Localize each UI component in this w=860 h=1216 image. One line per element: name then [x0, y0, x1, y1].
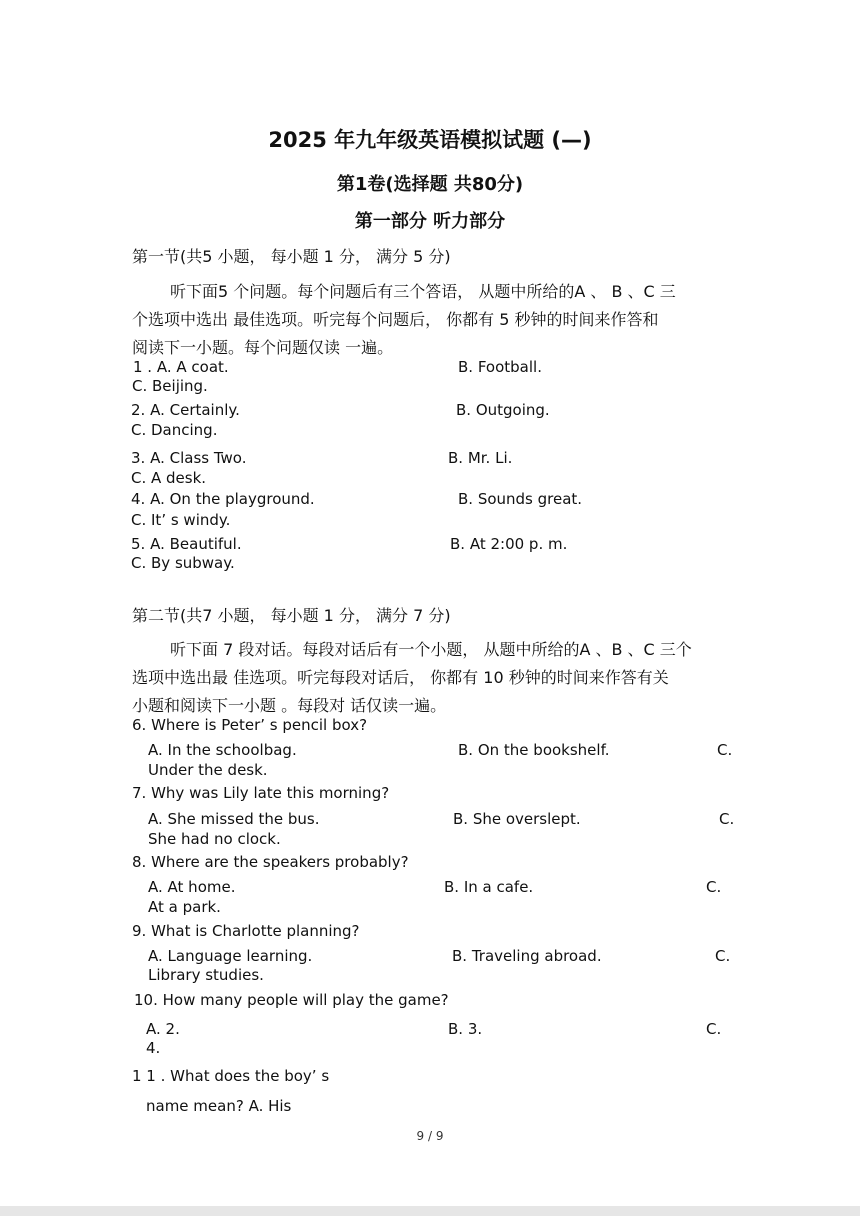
option-a: 2. A. Certainly. — [131, 401, 240, 419]
option-c: 4. — [146, 1039, 161, 1057]
option-c: Library studies. — [148, 966, 264, 984]
option-c: C. It’ s windy. — [131, 511, 231, 529]
option-c: C. A desk. — [131, 469, 207, 487]
option-c: C. Beijing. — [132, 377, 208, 395]
page-bottom-edge — [0, 1206, 860, 1216]
option-a: 4. A. On the playground. — [131, 490, 315, 508]
question-text: 10. How many people will play the game? — [134, 991, 449, 1009]
option-a: 5. A. Beautiful. — [131, 535, 242, 553]
option-b: B. Traveling abroad. — [452, 947, 602, 965]
option-a: A. 2. — [146, 1020, 180, 1038]
option-b: B. In a cafe. — [444, 878, 534, 896]
question-text-continued: name mean? A. His — [146, 1097, 292, 1115]
option-b: B. Football. — [458, 358, 542, 376]
section2-instruction: 听下面 7 段对话。每段对话后有一个小题， 从题中所给的A 、B 、C 三个 — [170, 640, 692, 659]
option-b: B. She overslept. — [453, 810, 581, 828]
option-c-letter: C. — [706, 1020, 722, 1038]
option-a: A. She missed the bus. — [148, 810, 320, 828]
option-a: 1 . A. A coat. — [133, 358, 229, 376]
section2-heading: 第二节(共7 小题， 每小题 1 分， 满分 7 分) — [132, 606, 451, 625]
part-subtitle: 第一部分 听力部分 — [354, 211, 506, 232]
page-title: 2025 年九年级英语模拟试题 (—) — [268, 128, 592, 152]
option-c: At a park. — [148, 898, 221, 916]
option-a: A. In the schoolbag. — [148, 741, 297, 759]
option-c-letter: C. — [706, 878, 722, 896]
section2-instruction: 选项中选出最 佳选项。听完每段对话后， 你都有 10 秒钟的时间来作答有关 — [132, 668, 669, 687]
section1-instruction: 阅读下一小题。每个问题仅读 一遍。 — [132, 338, 394, 357]
volume-subtitle: 第1卷(选择题 共80分) — [336, 174, 524, 195]
question-text: 9. What is Charlotte planning? — [132, 922, 360, 940]
option-a: 3. A. Class Two. — [131, 449, 247, 467]
option-c-letter: C. — [719, 810, 735, 828]
section1-heading: 第一节(共5 小题， 每小题 1 分， 满分 5 分) — [132, 247, 451, 266]
question-text: 6. Where is Peter’ s pencil box? — [132, 716, 368, 734]
option-c: She had no clock. — [148, 830, 281, 848]
option-c: C. Dancing. — [131, 421, 218, 439]
option-a: A. At home. — [148, 878, 236, 896]
option-c-letter: C. — [717, 741, 733, 759]
question-text: 1 1 . What does the boy’ s — [132, 1067, 330, 1085]
page-number: 9 / 9 — [416, 1129, 444, 1143]
question-text: 8. Where are the speakers probably? — [132, 853, 409, 871]
section2-instruction: 小题和阅读下一小题 。每段对 话仅读一遍。 — [132, 696, 447, 715]
option-b: B. Mr. Li. — [448, 449, 513, 467]
option-b: B. Sounds great. — [458, 490, 583, 508]
option-b: B. 3. — [448, 1020, 483, 1038]
option-c: Under the desk. — [148, 761, 268, 779]
option-b: B. On the bookshelf. — [458, 741, 610, 759]
option-a: A. Language learning. — [148, 947, 313, 965]
option-c: C. By subway. — [131, 554, 235, 572]
question-text: 7. Why was Lily late this morning? — [132, 784, 390, 802]
option-b: B. Outgoing. — [456, 401, 550, 419]
option-b: B. At 2:00 p. m. — [450, 535, 568, 553]
section1-instruction: 个选项中选出 最佳选项。听完每个问题后， 你都有 5 秒钟的时间来作答和 — [132, 310, 659, 329]
section1-instruction: 听下面5 个问题。每个问题后有三个答语， 从题中所给的A 、 B 、C 三 — [170, 282, 676, 301]
option-c-letter: C. — [715, 947, 731, 965]
